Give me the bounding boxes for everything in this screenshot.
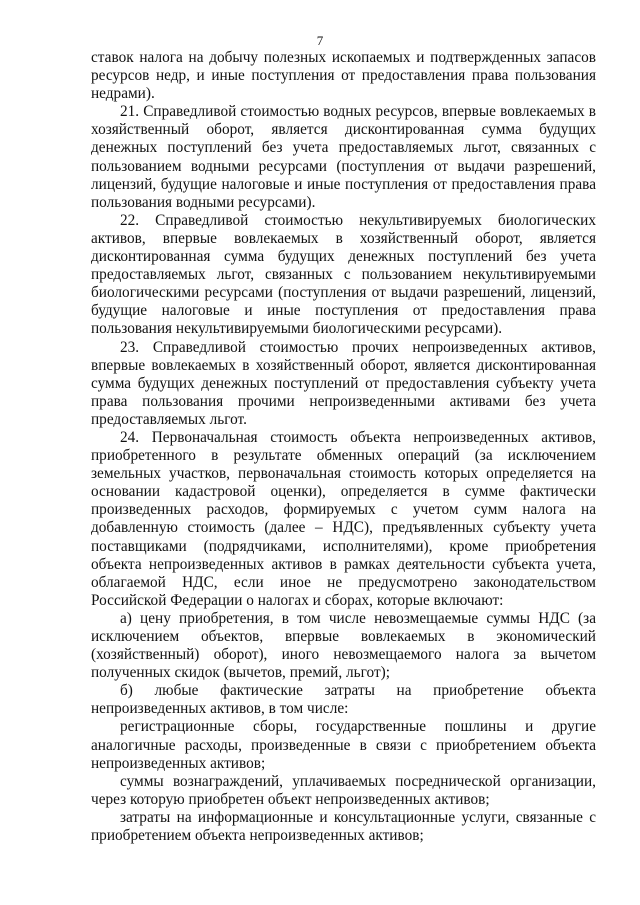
page-number: 7 (316, 33, 324, 48)
paragraph-intermediary-fees: суммы вознаграждений, уплачиваемых посреднической организации, через которую приобретен объект непроизведенных активов; (91, 772, 596, 808)
paragraph-registration-fees: регистрационные сборы, государственные пошлины и другие аналогичные расходы, произведенные в связи с приобретением объекта непроизведенных активов; (91, 718, 596, 772)
paragraph-24-b: б) любые фактические затраты на приобретение объекта непроизведенных активов, в том числе: (91, 682, 596, 718)
paragraph-consulting-costs: затраты на информационные и консультационные услуги, связанные с приобретением объекта непроизведенных активов; (91, 808, 596, 845)
paragraph-continuation: ставок налога на добычу полезных ископаемых и подтвержденных запасов ресурсов недр, и иные поступления от предоставления права пользования недрами). (91, 49, 596, 103)
paragraph-23: 23. Справедливой стоимостью прочих непроизведенных активов, впервые вовлекаемых в хозяйственный оборот, является дисконтированная сумма будущих денежных поступлений от предоставления субъекту учета права пользования прочими непроизведенными активами без учета предоставляемых льгот. (91, 338, 596, 428)
paragraph-24: 24. Первоначальная стоимость объекта непроизведенных активов, приобретенного в результате обменных операций (за исключением земельных участков, первоначальная стоимость которых определяется на основании кадастровой оценки), определяется в сумме фактически произведенных расходов, формируемых с учетом сумм налога на добавленную стоимость (далее – НДС), предъявленных субъекту учета поставщиками (подрядчиками, исполнителями), кроме приобретения объекта непроизведенных активов в рамках деятельности субъекта учета, облагаемой НДС, если иное не предусмотрено законодательством Российской Федерации о налогах и сборах, которые включают: (91, 428, 596, 609)
document-body (91, 49, 596, 845)
paragraph-24-a: а) цену приобретения, в том числе невозмещаемые суммы НДС (за исключением объектов, впервые вовлекаемых в экономический (хозяйственный) оборот), иного невозмещаемого налога за вычетом полученных скидок (вычетов, премий, льгот); (91, 609, 596, 682)
paragraph-22: 22. Справедливой стоимостью некультивируемых биологических активов, впервые вовлекаемых в хозяйственный оборот, является дисконтированная сумма будущих денежных поступлений без учета предоставляемых льгот, связанных с пользованием некультивируемыми биологическими ресурсами (поступления от выдачи разрешений, лицензий, будущие налоговые и иные поступления от предоставления права пользования некультивируемыми биологическими ресурсами). (91, 211, 596, 338)
paragraph-21: 21. Справедливой стоимостью водных ресурсов, впервые вовлекаемых в хозяйственный оборот, является дисконтированная сумма будущих денежных поступлений без учета предоставляемых льгот, связанных с пользованием водными ресурсами (поступления от выдачи разрешений, лицензий, будущие налоговые и иные поступления от предоставления права пользования водными ресурсами). (91, 103, 596, 211)
